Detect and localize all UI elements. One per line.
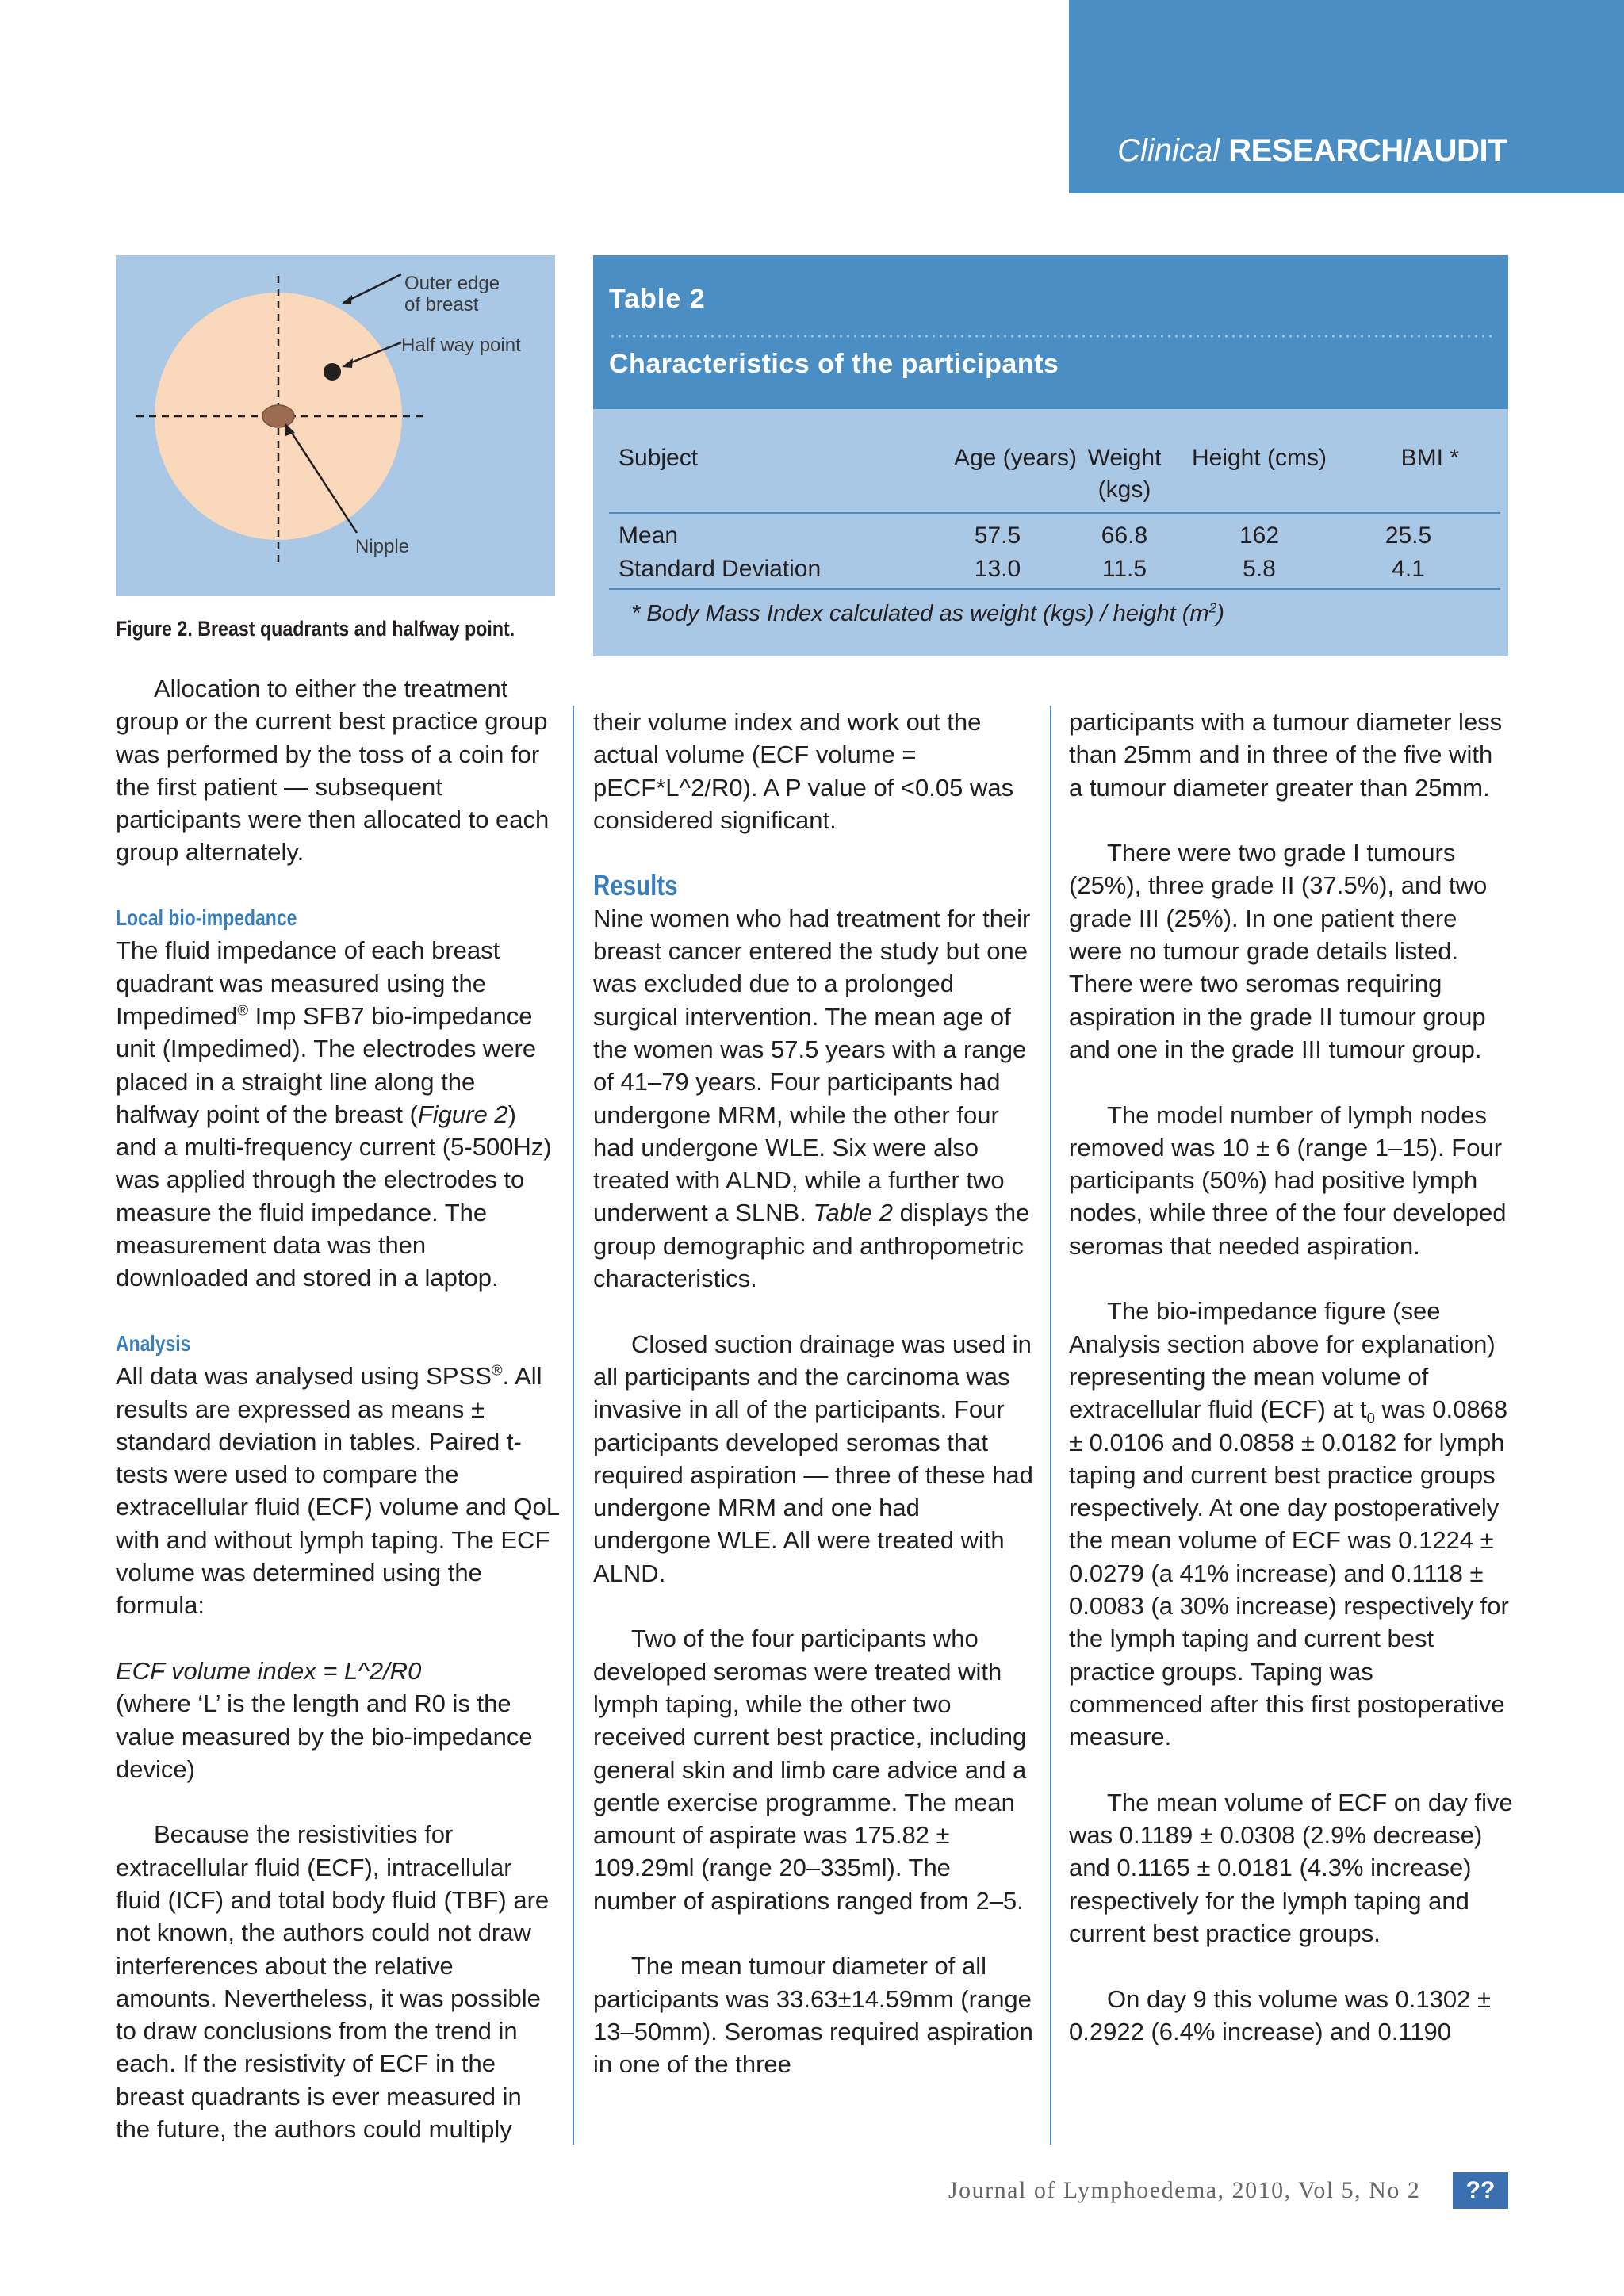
section-header-italic: Clinical (1117, 133, 1220, 168)
table-title: Characteristics of the participants (609, 349, 1059, 379)
text-column-2 (593, 706, 1037, 2080)
label-halfway-point: Half way point (401, 335, 521, 356)
figure-reference: Figure 2 (417, 1100, 508, 1128)
column-divider-1 (573, 706, 574, 2145)
paragraph-volume-index: their volume index and work out the actual volume (ECF volume = pECF*L^2/R0). A P value of <0.05 was considered significant. (593, 708, 1014, 834)
paragraph-lymph-nodes: The model number of lymph nodes removed was 10 ± 6 (range 1–15). Four participants (50%) had positive lymph nodes, while three of the four developed seromas that needed aspiration. (1069, 1100, 1507, 1260)
table-header-band (593, 255, 1508, 409)
paragraph-resistivities: Because the resistivities for extracellular fluid (ECF), intracellular fluid (ICF) and total body fluid (TBF) are not known, the authors could not draw interferences about the relative amounts. Nevertheless, it was possible to draw conclusions from the trend in each. If the resistivity of ECF in the breast quadrants is ever measured in the future, the authors could multiply (116, 1820, 550, 2144)
table-reference: Table 2 (813, 1199, 894, 1227)
col-header-age: Age (years) (953, 445, 1077, 471)
paragraph-seromas: Two of the four participants who developed seromas were treated with lymph taping, while the other two received current best practice, including general skin and limb care advice and a gentle exercise programme. The mean amount of aspirate was 175.82 ± 109.29ml (range 20–335ml). The number of aspirations ranged from 2–5. (593, 1624, 1027, 1915)
cell-age: 13.0 (974, 556, 1021, 582)
col-header-weight-line1: Weight (1087, 445, 1162, 471)
heading-results: Results (593, 869, 678, 902)
label-nipple: Nipple (355, 536, 410, 557)
table-footnote-sup: 2 (1208, 599, 1217, 616)
outer-edge-arrow (343, 274, 401, 303)
registered-mark: ® (237, 1001, 249, 1019)
formula: ECF volume index = L^2/R0 (116, 1656, 422, 1685)
text-column-1 (116, 672, 560, 2145)
paragraph-bio-impedance (116, 934, 560, 1294)
paragraph-tumour-grades: There were two grade I tumours (25%), three grade II (37.5%), and two grade III (25%). In one patient there were no tumour grade details listed. There were two seromas requiring aspiration in the grade II tumour group and one in the grade III tumour group. (1069, 839, 1488, 1063)
cell-height: 5.8 (1243, 556, 1276, 582)
table-number: Table 2 (609, 284, 706, 314)
paragraph-ecf-day-five: The mean volume of ECF on day five was 0.1189 ± 0.0308 (2.9% decrease) and 0.1165 ± 0.0181 (4.3% increase) respectively for the lymph taping and current best practice groups. (1069, 1788, 1513, 1947)
paragraph-ecf-day-nine: On day 9 this volume was 0.1302 ± 0.2922 (6.4% increase) and 0.1190 (1069, 1984, 1491, 2045)
table-footnote (631, 601, 1224, 627)
cell-subject: Standard Deviation (619, 556, 822, 582)
cell-weight: 66.8 (1101, 522, 1148, 549)
text-span: Nine women who had treatment for their breast cancer entered the study but one was excluded due to a prolonged surgical intervention. The mean age of the women was 57.5 years with a range of 41–79 years. Four participants had undergone MRM, while the other four had undergone WLE. Six were also treated with ALND, while a further two underwent a SLNB. (593, 904, 1031, 1227)
text-column-3 (1069, 706, 1513, 2048)
col-header-bmi: BMI * (1400, 445, 1459, 471)
paragraph-formula-note: (where ‘L’ is the length and R0 is the value measured by the bio-impedance device) (116, 1689, 533, 1783)
text-span: ) and a multi-frequency current (5-500Hz) was applied through the electrodes to measure the fluid impedance. The measurement data was then downloaded and stored in a laptop. (116, 1100, 552, 1292)
col-header-subject: Subject (619, 445, 699, 471)
table-rule-bottom (609, 588, 1500, 590)
text-span: All data was analysed using SPSS (116, 1362, 492, 1391)
section-header (1117, 133, 1507, 169)
column-divider-2 (1050, 706, 1051, 2145)
table-rule-top (609, 512, 1500, 514)
table-participants (593, 255, 1508, 656)
subscript: 0 (1366, 1410, 1375, 1427)
col-header-weight (1053, 442, 1196, 506)
label-outer-edge-line1: Outer edge (404, 273, 500, 294)
text-span: . All results are expressed as means ± standard deviation in tables. Paired t-tests were used to compare the extracellular fluid (ECF) volume and QoL with and without lymph taping. The ECF volume was determined using the formula: (116, 1362, 559, 1620)
col-header-weight-line2: (kgs) (1097, 476, 1151, 503)
cell-age: 57.5 (974, 522, 1021, 549)
paragraph-participants (593, 902, 1037, 1295)
text-span: displays the group demographic and anthropometric characteristics. (593, 1199, 1030, 1293)
table-dotted-rule (609, 335, 1496, 338)
text-span: The fluid impedance of each breast quadrant was measured using the Impedimed (116, 936, 500, 1030)
paragraph-drainage: Closed suction drainage was used in all participants and the carcinoma was invasive in all of the participants. Four participants developed seromas that required aspiration — three of these had undergone MRM and one had undergone WLE. All were treated with ALND. (593, 1330, 1033, 1587)
paragraph-tumour-groups: participants with a tumour diameter less than 25mm and in three of the five with a tumour diameter greater than 25mm. (1069, 708, 1503, 802)
subhead-analysis: Analysis (116, 1330, 191, 1356)
text-span: The bio-impedance figure (see Analysis section above for explanation) representing the mean volume of extracellular fluid (ECF) at t (1069, 1297, 1496, 1424)
table-footnote-text: * Body Mass Index calculated as weight (kgs) / height (m (631, 601, 1209, 626)
figure-breast-quadrants (116, 255, 555, 596)
label-outer-edge-line2: of breast (404, 294, 479, 316)
paragraph-analysis (116, 1360, 560, 1621)
cell-bmi: 25.5 (1385, 522, 1432, 549)
cell-bmi: 4.1 (1392, 556, 1425, 582)
paragraph-ecf-baseline (1069, 1295, 1513, 1753)
cell-weight: 11.5 (1101, 556, 1147, 582)
figure-caption: Figure 2. Breast quadrants and halfway point. (116, 617, 515, 641)
subhead-local-bio-impedance: Local bio-impedance (116, 905, 297, 931)
halfway-point-dot (324, 363, 341, 381)
cell-subject: Mean (619, 522, 679, 549)
text-span: Imp SFB7 bio-impedance unit (Impedimed). The electrodes were placed in a straight line along the halfway point of the breast ( (116, 1001, 537, 1128)
paragraph-allocation: Allocation to either the treatment group or the current best practice group was performed by the toss of a coin for the first patient — subsequent participants were then allocated to each group alternately. (116, 675, 550, 867)
page-number: ?? (1453, 2172, 1508, 2209)
outer-edge-arrowhead (341, 295, 352, 304)
journal-citation: Journal of Lymphoedema, 2010, Vol 5, No 2 (948, 2177, 1421, 2203)
section-header-bold: RESEARCH/AUDIT (1228, 133, 1507, 168)
cell-height: 162 (1239, 522, 1280, 549)
text-span: was 0.0868 ± 0.0106 and 0.0858 ± 0.0182 for lymph taping and current best practice groups respectively. At one day postoperatively the mean volume of ECF was 0.1224 ± 0.0279 (a 41% increase) and 0.1118 ± 0.0083 (a 30% increase) respectively for the lymph taping and current best practice groups. Taping was commenced after this first postoperative measure. (1069, 1395, 1509, 1751)
table-footnote-end: ) (1216, 601, 1224, 626)
nipple-shape (262, 405, 294, 427)
col-header-height: Height (cms) (1191, 445, 1327, 471)
paragraph-tumour-diameter: The mean tumour diameter of all participants was 33.63±14.59mm (range 13–50mm). Seromas required aspiration in one of the three (593, 1952, 1033, 2079)
label-outer-edge (404, 273, 500, 316)
registered-mark: ® (491, 1361, 503, 1379)
